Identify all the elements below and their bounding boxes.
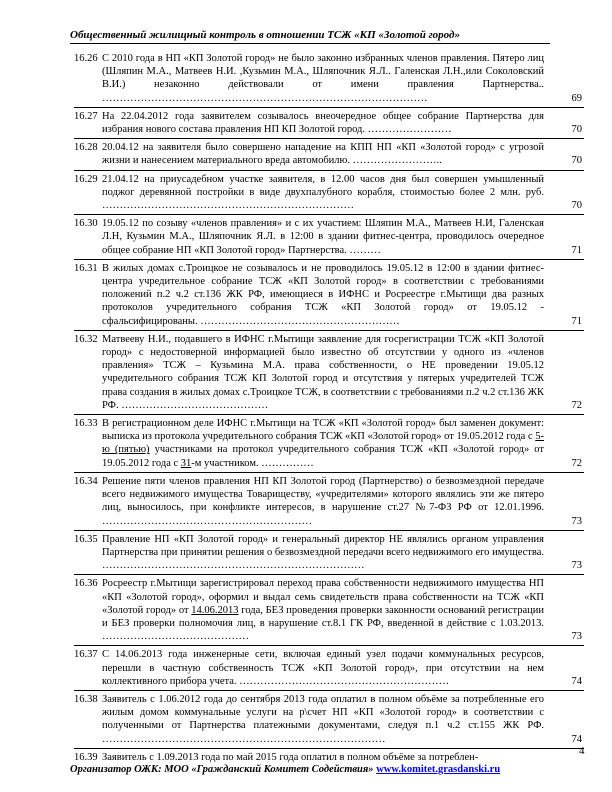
running-header: Общественный жилищный контроль в отношении ТСЖ «КП «Золотой город» [70,29,550,44]
toc-entry-text: В жилых домах с.Троицкое не созывалось и не проводилось 19.05.12 в 12:00 в здании фитнес-центра учредительное собрание ТСЖ «КП Золотой город» в соответствии с требованиями положений п.2 ч.2 ст.136 ЖК РФ, имеющиеся в ИФНС и Росреестре г.Мытищи два разных протоколов учредительного собрания ТСЖ «КП Золотой город» от 19.05.12 - сфальсифицированы. ………………………………………………… [102,262,544,327]
toc-entry [74,259,584,330]
page-number: 4 [579,745,585,757]
underlined-text: 5-ю (пятью) [102,431,544,456]
toc-entry-text [102,577,544,643]
text-fragment: участниками на протокол учредительного собрания ТСЖ «КП «Золотой город» от 19.05.2012 года с [102,444,544,469]
toc-entry-text: С 14.06.2013 года инженерные сети, включая единый узел подачи коммунальных ресурсов, перешли в частную собственность ТСЖ «КП Золотой город», при отсутствии на нем коллективного прибора учета. …………………………………………………… [102,649,544,687]
toc-entry-page: 73 [571,515,582,527]
toc-entry-page: 70 [571,124,582,136]
toc-entry [74,530,584,575]
toc-entry [74,138,584,169]
underlined-text: 14.06.2013 [191,604,239,616]
toc-entry-number: 16.35 [74,533,98,545]
text-fragment: года, БЕЗ проведения проверки законности оснований регистрации и БЕЗ проверки полномочия лиц, в нарушение ст.8.1 ГК РФ, введенной в действие с 1.03.2013. …………………………………… [102,604,545,643]
text-fragment: В регистрационном деле ИФНС г.Мытищи на ТСЖ «КП «Золотой город» был заменен документ: выписка из протокола учредительного собрания ТСЖ «КП «Золотой город» от 19.05.2012 года с [102,418,544,443]
toc-entry-text: Заявитель с 1.06.2012 года до сентября 2013 года оплатил в полном объёме за потребленные его жилым домом коммунальные услуги на р\счет НП «КП «Золотой город» в соответствии с полученными от Партнерства платежными документами, следуя п.1 ч.2 ст.155 ЖК РФ. ……………………………………………………………………… [102,693,544,745]
toc-entry-page: 72 [571,399,582,411]
toc-entry-text: 19.05.12 по созыву «членов правления» и с их участием: Шляпин М.А., Матвеев Н.И, Галенская Л.Н, Кузьмин М.А., Шляпочник Я.Л. в 12:00 в здании фитнес-центра, проводилось очередное общее собрание НП «КП Золотой город» Партнерства. ……… [102,218,544,256]
toc-entry-number: 16.38 [74,693,98,705]
text-fragment: -м участником. …………… [191,457,314,469]
toc-entry-page: 74 [571,733,582,745]
toc-entry-number: 16.28 [74,142,98,154]
toc-entry-page: 71 [571,244,582,256]
toc-entry-number: 16.37 [74,649,98,661]
toc-entry-number: 16.27 [74,110,98,122]
toc-entry [74,170,584,215]
toc-entry-page: 71 [571,315,582,327]
toc-entry-text: Заявитель с 1.09.2013 года по май 2015 года оплатил в полном объёме за потреблен- [102,751,479,763]
table-of-contents [74,50,584,766]
toc-entry-number: 16.33 [74,418,98,430]
footer-organizer-label: Организатор ОЖК: МОО «Гражданский Комитет Содействия» [70,764,374,775]
toc-entry-text: На 22.04.2012 года заявителем созывалось внеочередное общее собрание Партнерства для избрания нового состава правления НП КП Золотой город. …………………… [102,110,544,136]
toc-entry [74,50,584,107]
toc-entry-page: 72 [571,457,582,469]
toc-entry-page: 74 [571,675,582,687]
toc-entry-text [102,417,544,470]
toc-entry [74,107,584,138]
toc-entry-page: 70 [571,155,582,167]
toc-entry-number: 16.26 [74,53,98,64]
toc-entry-number: 16.31 [74,262,98,274]
toc-entry-number: 16.36 [74,578,98,590]
text-fragment: Росреестр г.Мытищи зарегистрировал переход права собственности недвижимого имущества НП «КП «Золотой город», оформил и выдал семь свидетельств права собственности на ТСЖ «КП «Золотой город» от [102,578,544,616]
toc-entry-text: 21.04.12 на приусадебном участке заявителя, в 12.00 часов дня был совершен умышленный поджог деревянной постройки в виде двухпалубного корабля, стоимостью более 2 млн. руб. ……………………………………………………………… [102,173,544,212]
toc-entry-number: 16.29 [74,173,98,185]
toc-entry-page: 70 [571,200,582,212]
footer [70,764,550,775]
toc-entry [74,574,584,645]
toc-entry-page: 69 [571,92,582,104]
toc-entry-page: 73 [571,560,582,572]
toc-entry [74,645,584,690]
toc-entry-number: 16.39 [74,751,98,763]
toc-entry-text: С 2010 года в НП «КП Золотой город» не было законно избранных членов правления. Пятеро лиц (Шляпин М.А., Матвеев Н.И. ,Кузьмин М.А., Шляпочник Я.Л.. Галенская Л.Н.,или Соколовский В.И.) незаконно действовали от имени правления Партнерства.. ………………………………………………………………………………… [102,53,544,104]
toc-entry-page: 73 [571,631,582,643]
toc-entry [74,690,584,748]
toc-entry-number: 16.34 [74,475,98,487]
toc-entry [74,414,584,472]
toc-entry-text: Правление НП «КП Золотой город» и генеральный директор НЕ являлись органом управления Партнерства при принятии решения о безвозмездной передачи всего недвижимого его имущества. ………………………………………………………………… [102,533,544,572]
toc-entry-number: 16.32 [74,333,98,345]
toc-entry-text: Решение пяти членов правления НП КП Золотой город (Партнерство) о безвозмездной передаче всего недвижимого имущества Товариществу, «учредителями» которого являлись эти же пятеро лиц, выносилось, при конфликте интересов, в нарушение ст.27 №7-ФЗ РФ от 12.01.1996. …………………………………………………… [102,475,544,527]
toc-entry [74,472,584,530]
toc-entry-number: 16.30 [74,218,98,230]
underlined-text: 31 [180,457,192,469]
toc-entry-text: Матвееву Н.И., подавшего в ИФНС г.Мытищи заявление для госрегистрации ТСЖ «КП Золотой город» с недостоверной информацией было известно об отсутствии у одного из «членов правления» ТСЖ – Кузьмина М.А. права собственности, о НЕ проведении 19.05.12 учредительного собрания ТСЖ КП Золотой город и отсутствия у пятерых учредителей ТСЖ права создания в жилых домах с.Троицкое ТСЖ, в соответствии с требованиями п.2 ч.2 ст.136 ЖК РФ. …………………………………… [102,333,544,411]
toc-entry-text: 20.04.12 на заявителя было совершено нападение на КПП НП «КП «Золотой город» с угрозой жизни и нанесением материального вреда автомобилю. …………………….. [102,142,544,167]
footer-website-link[interactable]: www.komitet.grasdanski.ru [376,764,501,775]
toc-entry [74,214,584,259]
toc-entry [74,330,584,414]
